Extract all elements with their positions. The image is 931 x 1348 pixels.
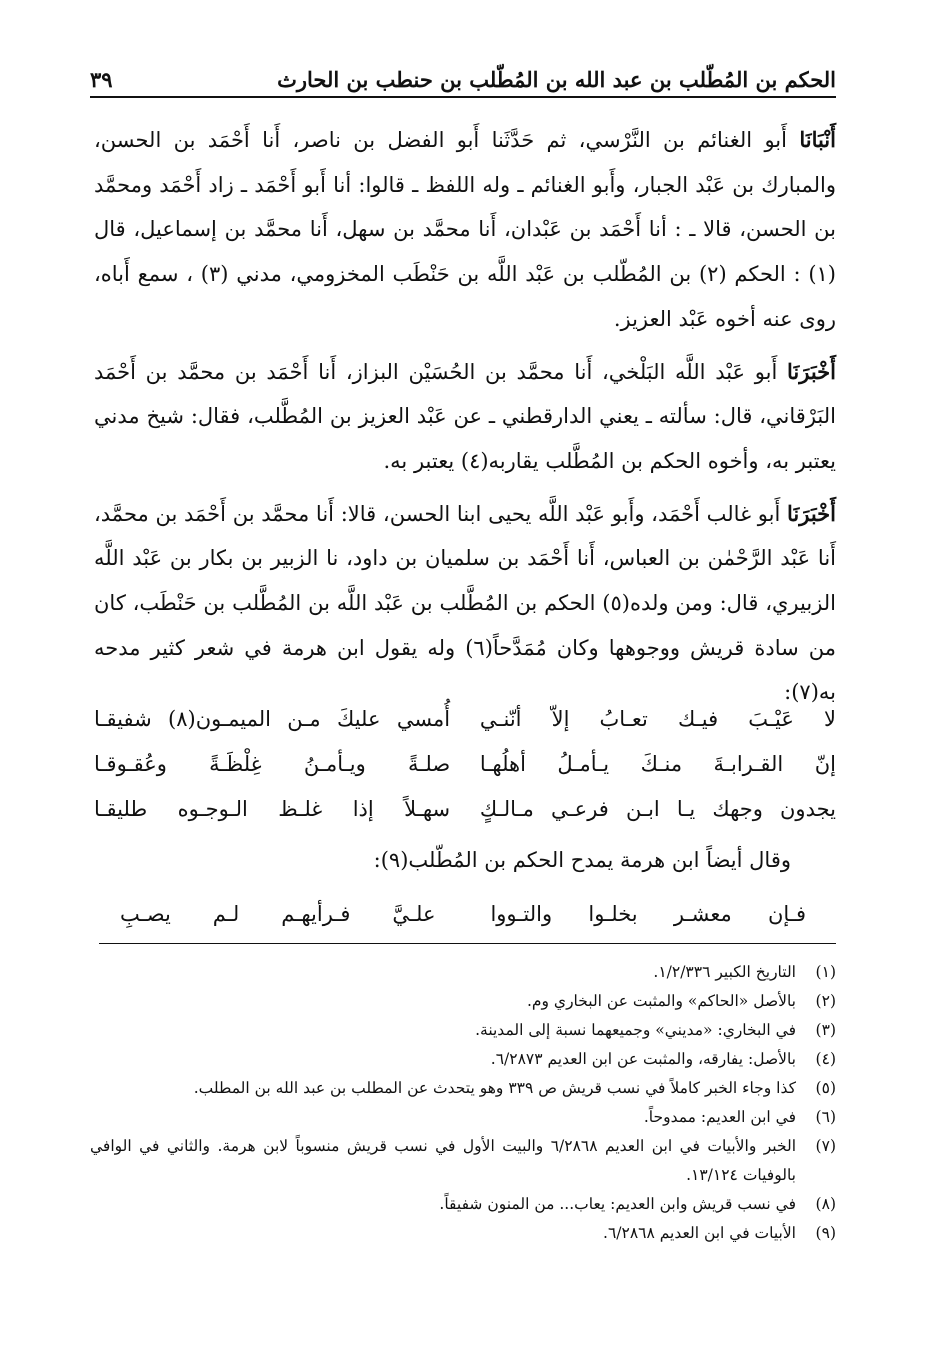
footnote-text: بالأصل «الحاكم» والمثبت عن البخاري وم.: [527, 992, 796, 1010]
paragraph-text: أَبو غالب أَحْمَد، وأَبو عَبْد اللَّه يحيى ابنا الحسن، قالا: أَنا محمَّد بن أَحْمَد بن محمَّد، أَنا عَبْد الرَّحْمٰن بن العباس، أَنا أَحْمَد بن سلميان بن داود، نا الزبير بن بكار بن عَبْد اللَّه الزبيري، قال: ومن ولده(٥) الحكم بن المُطَّلب بن عَبْد اللَّه بن المُطَّلب بن حَنْطَب، كان من سادة قريش ووجوهها وكان مُمَدَّحاً(٦) وله يقول ابن هرمة في شعر كثير مدحه به(٧):: [94, 501, 837, 705]
verse-line: [94, 742, 836, 787]
verse-line: [94, 697, 836, 742]
footnote: [90, 1190, 836, 1219]
main-text: [94, 118, 836, 723]
narration-lead: أَنْبَانَا: [799, 127, 836, 152]
footnote-text: في البخاري: «مديني» وجميعهما نسبة إلى المدينة.: [475, 1021, 796, 1039]
footnote-number: (٢): [815, 992, 836, 1010]
page-number: ٣٩: [90, 67, 113, 92]
header-rule: [90, 96, 836, 98]
footnote-number: (٤): [815, 1050, 836, 1068]
footnote-text: الخبر والأبيات في ابن العديم ٦/٢٨٦٨ والبيت الأول في نسب قريش منسوباً لابن هرمة. والثاني في الوافي بالوفيات ١٣/١٢٤.: [90, 1137, 796, 1184]
paragraph-2: [94, 350, 836, 484]
paragraph-1: [94, 118, 836, 342]
narration-lead: أَخْبَرَنَا: [787, 500, 836, 526]
footnote-text: في نسب قريش وابن العديم: يعاب... من المنون شفيقاً.: [439, 1195, 796, 1213]
paragraph-text: أَبو عَبْد اللَّه البَلْخي، أَنا محمَّد بن الحُسَيْن البزاز، أَنا أَحْمَد بن محمَّد بن أَحْمَد البَرْقاني، قال: سألته ـ يعني الدارقطني ـ عن عَبْد العزيز بن المُطَّلب، فقال: شيخ مدني يعتبر به، وأخوه الحكم بن المُطَّلب يقاربه(٤) يعتبر به.: [94, 359, 836, 473]
footnote: [90, 1132, 836, 1190]
page-header: [90, 48, 836, 92]
footnote: [90, 987, 836, 1016]
footnote: [90, 1045, 836, 1074]
footnote-number: (٥): [815, 1079, 836, 1097]
verse-second-hemistich: علـيَّ فـرأيهـم لـم يصـبِ: [120, 902, 436, 926]
verse-first-hemistich: إنّ القـرابـةَ منـكَ يـأمـلُ أهلُهـا: [479, 752, 836, 776]
poem-intro: وقال أيضاً ابن هرمة يمدح الحكم بن المُطّلب(٩):: [373, 848, 791, 872]
footnote-text: بالأصل: يفارقه، والمثبت عن ابن العديم ٦/٢٨٧٣.: [490, 1050, 796, 1068]
narration-lead: أَخْبَرَنَا: [787, 358, 836, 384]
verse-first-hemistich: يجدون وجهك يـا ابـن فرعـي مـالـكٍ: [479, 797, 836, 821]
footnote: [90, 1103, 836, 1132]
paragraph-3: [94, 492, 836, 716]
footnote: [90, 1016, 836, 1045]
footnote-number: (٨): [815, 1195, 836, 1213]
footnote-text: كذا وجاء الخبر كاملاً في نسب قريش ص ٣٣٩ وهو يتحدث عن المطلب بن عبد الله بن المطلب.: [193, 1079, 796, 1097]
footnote-number: (٦): [815, 1108, 836, 1126]
verse-line: [120, 892, 806, 936]
footnote-text: الأبيات في ابن العديم ٦/٢٨٦٨.: [603, 1224, 796, 1242]
verse-second-hemistich: صلـةً ويـأمـنُ غِلْظَـةً وعُقـوقـا: [94, 752, 451, 776]
footnote: [90, 1219, 836, 1248]
footnote-rule: [99, 943, 836, 944]
footnote: [90, 1074, 836, 1103]
footnote-number: (١): [815, 963, 836, 981]
paragraph-text: أَبو الغنائم بن النَّرْسي، ثم حَدَّثَنا أَبو الفضل بن ناصر، أَنا أَحْمَد بن الحسن، والمبارك بن عَبْد الجبار، وأَبو الغنائم ـ وله اللفظ ـ قالوا: أنا أَبو أَحْمَد ـ زاد أَحْمَد ومحمَّد بن الحسن، قالا ـ : أنا أَحْمَد بن عَبْدان، أَنا محمَّد بن سهل، أَنا محمَّد بن إسماعيل، قال (١) : الحكم (٢) بن المُطّلب بن عَبْد اللَّه بن حَنْطَب المخزومي، مدني (٣) ، سمع أَباه، روى عنه أخوه عَبْد العزيز.: [94, 128, 836, 331]
footnote-text: التاريخ الكبير ١/٢/٣٣٦.: [653, 963, 796, 981]
poem-block: [94, 697, 836, 832]
verse-line: [94, 787, 836, 832]
footnote: [90, 958, 836, 987]
verse-first-hemistich: لا عَيْـبَ فيـك تعـابُ إلاّ أنّنـي: [479, 707, 836, 731]
verse-first-hemistich: فـإن معشـر بخلـوا والتـووا: [490, 902, 806, 926]
footnote-number: (٣): [815, 1021, 836, 1039]
footnotes: [90, 958, 836, 1248]
footnote-number: (٧): [815, 1137, 836, 1155]
verse-second-hemistich: سهـلاً إذا غلـظ الـوجـوه طليقـا: [94, 797, 451, 821]
footnote-number: (٩): [815, 1224, 836, 1242]
footnote-text: في ابن العديم: ممدوحاً.: [643, 1108, 796, 1126]
running-head: الحكم بن المُطّلب بن عبد الله بن المُطّلب بن حنطب بن الحارث: [277, 67, 836, 92]
verse-second-hemistich: أُمسي عليكَ مـن الميمـون(٨) شفيقـا: [94, 707, 451, 731]
